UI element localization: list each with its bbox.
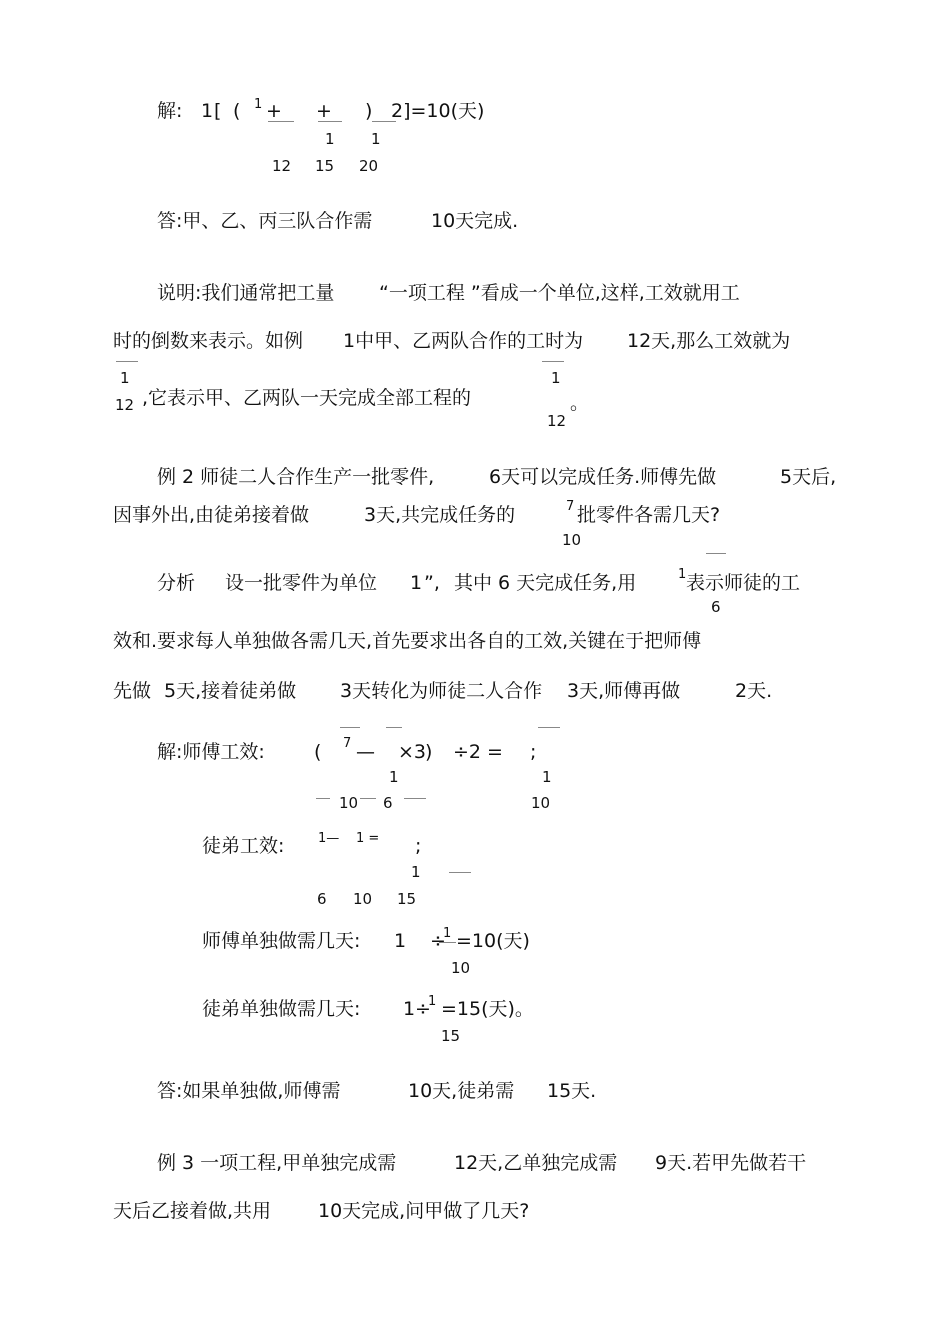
bracket: [ xyxy=(214,100,222,122)
expr-result: =10(天) xyxy=(456,930,530,952)
apprentice-alone-label: 徒弟单独做需几天: xyxy=(202,998,361,1020)
fraction-denominator: 6 xyxy=(383,794,393,812)
fraction-bar xyxy=(386,727,402,728)
fraction-denominator: 10 xyxy=(562,531,582,549)
analysis-line: 表示师徒的工 xyxy=(686,572,801,594)
fraction-bar xyxy=(449,872,471,873)
analysis-line: 效和.要求每人单独做各需几天,首先要求出各自的工效,关键在于把师傅 xyxy=(113,630,702,652)
fraction-bar xyxy=(360,798,376,799)
fraction-numerator: 1 xyxy=(678,567,687,582)
explanation-line: 时的倒数来表示。如例 xyxy=(113,330,304,352)
fraction-bar xyxy=(542,361,564,362)
example3-line: 12天,乙单独完成需 xyxy=(454,1152,618,1174)
fraction-bar xyxy=(340,727,360,728)
analysis-one: 1 xyxy=(410,572,423,594)
example2-line: 6天可以完成任务.师傅先做 xyxy=(489,466,717,488)
fraction-numerator: 1 xyxy=(120,369,130,387)
analysis-line: 设一批零件为单位 xyxy=(225,572,378,594)
answer-days: 10天完成. xyxy=(431,210,519,232)
fraction-bar xyxy=(268,121,294,122)
plus-sign: + xyxy=(266,100,282,122)
fraction-numerator: 1 xyxy=(428,994,437,1009)
answer-text: 10天,徒弟需 xyxy=(408,1080,515,1102)
fraction-bar xyxy=(439,942,456,943)
analysis-line: 分析 xyxy=(157,572,196,594)
paren-open: ( xyxy=(314,741,322,763)
fraction-bar xyxy=(538,727,560,728)
explanation-line: ,它表示甲、乙两队一天完成全部工程的 xyxy=(142,387,472,409)
expr-one: 1 xyxy=(403,998,416,1020)
fraction-numerator: 1 xyxy=(542,768,552,786)
apprentice-efficiency-label: 徒弟工效: xyxy=(202,835,285,857)
analysis-quote: ”, xyxy=(424,572,440,594)
fraction-numerator: 1— xyxy=(318,831,340,846)
period: 。 xyxy=(570,392,590,414)
fraction-numerator: 7 xyxy=(343,736,352,751)
master-efficiency-label: 解:师傅工效: xyxy=(157,741,265,763)
divide-sign: ÷ xyxy=(430,930,446,952)
fraction-denominator: 12 xyxy=(547,412,567,430)
fraction-denominator: 10 xyxy=(339,794,359,812)
semicolon: ; xyxy=(530,741,537,763)
answer-text: 答:甲、乙、丙三队合作需 xyxy=(157,210,373,232)
analysis-line: 5天,接着徒弟做 xyxy=(164,680,297,702)
divide-two-equals: ÷2 = xyxy=(453,741,503,763)
explanation-line: 1中甲、乙两队合作的工时为 xyxy=(343,330,584,352)
explanation-line: 12天,那么工效就为 xyxy=(627,330,791,352)
fraction-bar xyxy=(318,121,342,122)
analysis-line: 2天. xyxy=(735,680,773,702)
answer-text: 15天. xyxy=(547,1080,597,1102)
denominator: 20 xyxy=(359,157,379,175)
fraction-numerator: 1 xyxy=(443,926,452,941)
answer-text: 答:如果单独做,师傅需 xyxy=(157,1080,341,1102)
fraction-numerator: 1 xyxy=(551,369,561,387)
numerator: 1 xyxy=(254,97,263,112)
fraction-bar xyxy=(404,798,426,799)
analysis-line: 其中 6 天完成任务,用 xyxy=(454,572,637,594)
fraction-bar xyxy=(116,361,138,362)
analysis-line: 先做 xyxy=(113,680,152,702)
example2-line: 批零件各需几天? xyxy=(577,504,721,526)
explanation-line: 说明:我们通常把工量 xyxy=(157,282,335,304)
fraction-numerator: 1 xyxy=(411,863,421,881)
example2-line: 5天后, xyxy=(780,466,837,488)
expr-one: 1 xyxy=(394,930,407,952)
example3-line: 天后乙接着做,共用 xyxy=(113,1200,272,1222)
paren-close: ) xyxy=(365,100,373,122)
fraction-denominator: 10 xyxy=(451,959,471,977)
minus-sign: — xyxy=(356,741,375,763)
expr-one: 1 xyxy=(201,100,214,122)
example2-line: 因事外出,由徒弟接着做 xyxy=(113,504,310,526)
expr-result: 2]=10(天) xyxy=(391,100,485,122)
example3-line: 9天.若甲先做若干 xyxy=(655,1152,807,1174)
fraction-denominator: 10 xyxy=(353,890,373,908)
fraction-denominator: 6 xyxy=(317,890,327,908)
paren-open: ( xyxy=(233,100,241,122)
divide-sign: ÷ xyxy=(415,998,431,1020)
paren-close: ) xyxy=(425,741,433,763)
numerator: 1 xyxy=(325,130,335,148)
times-three: ×3 xyxy=(398,741,427,763)
example3-line: 例 3 一项工程,甲单独完成需 xyxy=(157,1152,397,1174)
analysis-line: 3天,师傅再做 xyxy=(567,680,681,702)
fraction-denominator: 15 xyxy=(397,890,417,908)
analysis-line: 3天转化为师徒二人合作 xyxy=(340,680,543,702)
fraction-bar xyxy=(316,798,330,799)
explanation-line: “一项工程 ”看成一个单位,这样,工效就用工 xyxy=(379,282,740,304)
master-alone-label: 师傅单独做需几天: xyxy=(202,930,361,952)
fraction-denominator: 10 xyxy=(531,794,551,812)
plus-sign: + xyxy=(316,100,332,122)
fraction-numerator: 1 = xyxy=(356,831,380,846)
example2-line: 3天,共完成任务的 xyxy=(364,504,516,526)
fraction-numerator: 1 xyxy=(389,768,399,786)
solution-label: 解: xyxy=(157,100,183,122)
expr-result: =15(天)。 xyxy=(441,998,534,1020)
fraction-numerator: 7 xyxy=(566,499,575,514)
denominator: 12 xyxy=(272,157,292,175)
fraction-bar xyxy=(372,121,396,122)
fraction-denominator: 15 xyxy=(441,1027,461,1045)
fraction-denominator: 12 xyxy=(115,396,135,414)
example2-line: 例 2 师徒二人合作生产一批零件, xyxy=(157,466,435,488)
denominator: 15 xyxy=(315,157,335,175)
example3-line: 10天完成,问甲做了几天? xyxy=(318,1200,530,1222)
semicolon: ; xyxy=(415,835,422,857)
numerator: 1 xyxy=(371,130,381,148)
fraction-denominator: 6 xyxy=(711,598,721,616)
fraction-bar xyxy=(706,553,726,554)
